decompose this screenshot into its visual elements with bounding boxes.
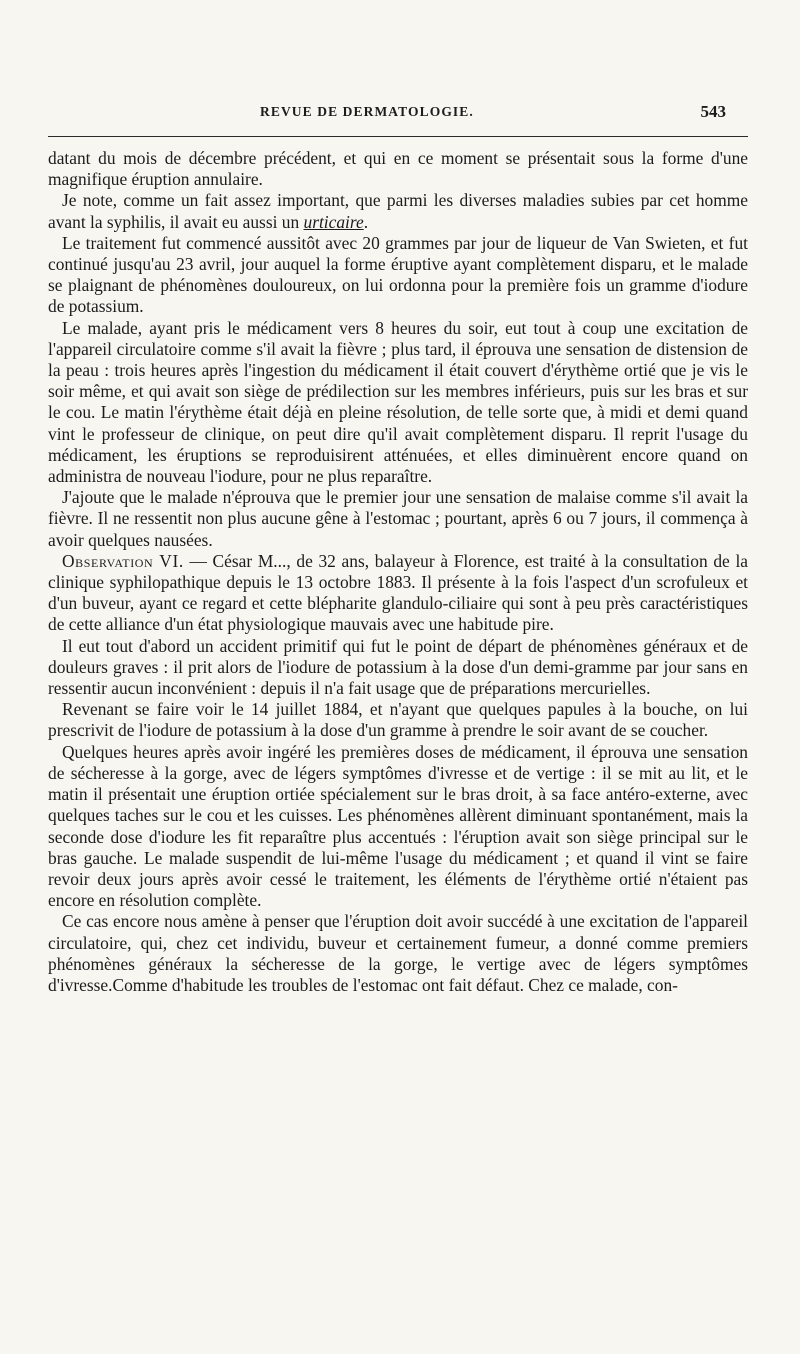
paragraph-text: — César M..., de 32 ans, balayeur à Florence, est traité à la consultation de la clinique syphilopathique depuis le 13 octobre 1883. Il présente à la fois l'aspect d'un scrofuleux et d'un buveur, ayant ce regard et cette blépharite glandulo-ciliaire qui sont à peu près caractéristiques de cette alliance d'un état physiologique mauvais avec une habitude pire.	[48, 550, 748, 635]
paragraph-text: .	[363, 211, 369, 232]
emphasized-term: urticaire	[303, 211, 364, 232]
paragraph-continuation: datant du mois de décembre précédent, et qui en ce moment se présentait sous la forme d'une magnifique éruption annulaire.	[48, 148, 748, 190]
observation-label: Observation VI.	[62, 550, 184, 571]
running-title: REVUE DE DERMATOLOGIE.	[260, 104, 474, 119]
header-rule	[48, 136, 748, 137]
paragraph-observation-vi	[48, 551, 748, 636]
paragraph-malaise: J'ajoute que le malade n'éprouva que le premier jour une sensation de malaise comme s'il avait la fièvre. Il ne ressentit non plus aucune gêne à l'estomac ; pourtant, après 6 ou 7 jours, il commença à avoir quelques nausées.	[48, 487, 748, 550]
body-text	[48, 148, 748, 996]
paragraph-revenant: Revenant se faire voir le 14 juillet 1884, et n'ayant que quelques papules à la bouche, on lui prescrivit de l'iodure de potassium à la dose d'un gramme à prendre le soir avant de se coucher.	[48, 699, 748, 741]
paragraph-text: Je note, comme un fait assez important, que parmi les diverses maladies subies par cet homme avant la syphilis, il avait eu aussi un	[48, 190, 748, 232]
page-number: 543	[700, 102, 726, 121]
paragraph-malade-medicament: Le malade, ayant pris le médicament vers 8 heures du soir, eut tout à coup une excitation de l'appareil circulatoire comme s'il avait la fièvre ; plus tard, il éprouva une sensation de distension de la peau : trois heures après l'ingestion du médicament il était couvert d'érythème ortié que je vis le soir même, et qui avait son siège de prédilection sur les membres inférieurs, puis sur les bras et sur le cou. Le matin l'érythème était déjà en pleine résolution, de telle sorte que, à midi et demi quand vint le professeur de clinique, on peut dire qu'il avait complètement disparu. Il reprit l'usage du médicament, les éruptions se reproduisirent atténuées, et elles diminuèrent encore quand on administra de nouveau l'iodure, pour ne plus reparaître.	[48, 317, 748, 487]
book-page	[48, 0, 748, 1354]
paragraph-urticaire-note	[48, 190, 748, 232]
paragraph-quelques-heures: Quelques heures après avoir ingéré les premières doses de médicament, il éprouva une sensation de sécheresse à la gorge, avec de légers symptômes d'ivresse et de vertige : il se mit au lit, et le matin il présentait une éruption ortiée spécialement sur le bras droit, à sa face antéro-externe, avec quelques taches sur le cou et les cuisses. Les phénomènes allèrent diminuant spontanément, mais la seconde dose d'iodure les fit reparaître plus accentués : l'éruption avait son siège principal sur le bras gauche. Le malade suspendit de lui-même l'usage du médicament ; et quand il vint se faire revoir deux jours après avoir cessé le traitement, les éléments de l'érythème ortié n'étaient pas encore en résolution complète.	[48, 741, 748, 911]
running-header	[48, 104, 748, 126]
paragraph-traitement: Le traitement fut commencé aussitôt avec 20 grammes par jour de liqueur de Van Swieten, et fut continué jusqu'au 23 avril, jour auquel la forme éruptive ayant complètement disparu, et le malade se plaignant de phénomènes douloureux, on lui ordonna pour la première fois un gramme d'iodure de potassium.	[48, 232, 748, 317]
paragraph-accident-primitif: Il eut tout d'abord un accident primitif qui fut le point de départ de phénomènes généraux et de douleurs graves : il prit alors de l'iodure de potassium à la dose d'un demi-gramme par jour sans en ressentir aucun inconvénient : depuis il n'a fait usage que de préparations mercurielles.	[48, 635, 748, 699]
paragraph-ce-cas: Ce cas encore nous amène à penser que l'éruption doit avoir succédé à une excitation de l'appareil circulatoire, qui, chez cet individu, buveur et certainement fumeur, a donné comme premiers phénomènes généraux la sécheresse de la gorge, le vertige avec de légers symptômes d'ivresse.Comme d'habitude les troubles de l'estomac ont fait défaut. Chez ce malade, con-	[48, 911, 748, 995]
